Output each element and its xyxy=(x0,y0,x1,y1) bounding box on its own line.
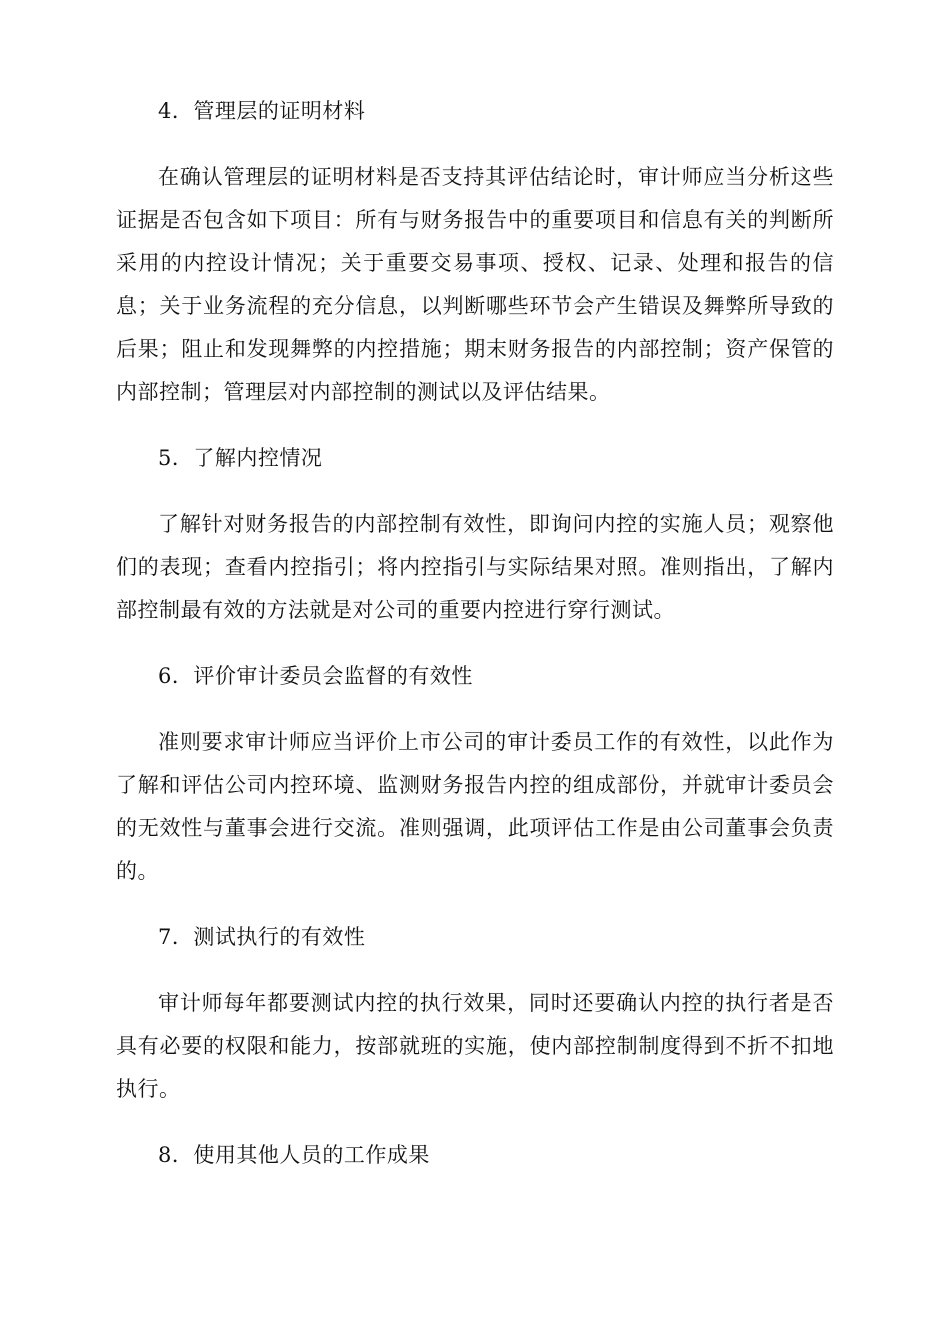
section-4-heading: 4．管理层的证明材料 xyxy=(158,99,366,123)
section-8-heading: 8．使用其他人员的工作成果 xyxy=(158,1143,430,1167)
section-5-heading: 5．了解内控情况 xyxy=(158,446,323,470)
section-6-paragraph: 准则要求审计师应当评价上市公司的审计委员工作的有效性，以此作为了解和评估公司内控环境、监测财务报告内控的组成部份，并就审计委员会的无效性与董事会进行交流。准则强调，此项评估工作是由公司董事会负责的。 xyxy=(116,730,834,883)
section-4-paragraph: 在确认管理层的证明材料是否支持其评估结论时，审计师应当分析这些证据是否包含如下项目：所有与财务报告中的重要项目和信息有关的判断所采用的内控设计情况；关于重要交易事项、授权、记录、处理和报告的信息；关于业务流程的充分信息，以判断哪些环节会产生错误及舞弊所导致的后果；阻止和发现舞弊的内控措施；期末财务报告的内部控制；资产保管的内部控制；管理层对内部控制的测试以及评估结果。 xyxy=(116,165,834,404)
section-6-heading: 6．评价审计委员会监督的有效性 xyxy=(158,664,473,688)
section-5-paragraph: 了解针对财务报告的内部控制有效性，即询问内控的实施人员；观察他们的表现；查看内控指引；将内控指引与实际结果对照。准则指出，了解内部控制最有效的方法就是对公司的重要内控进行穿行测试。 xyxy=(116,512,834,622)
document-body xyxy=(116,90,834,1200)
section-7-heading: 7．测试执行的有效性 xyxy=(158,925,366,949)
section-7-paragraph: 审计师每年都要测试内控的执行效果，同时还要确认内控的执行者是否具有必要的权限和能力，按部就班的实施，使内部控制制度得到不折不扣地执行。 xyxy=(116,991,834,1101)
